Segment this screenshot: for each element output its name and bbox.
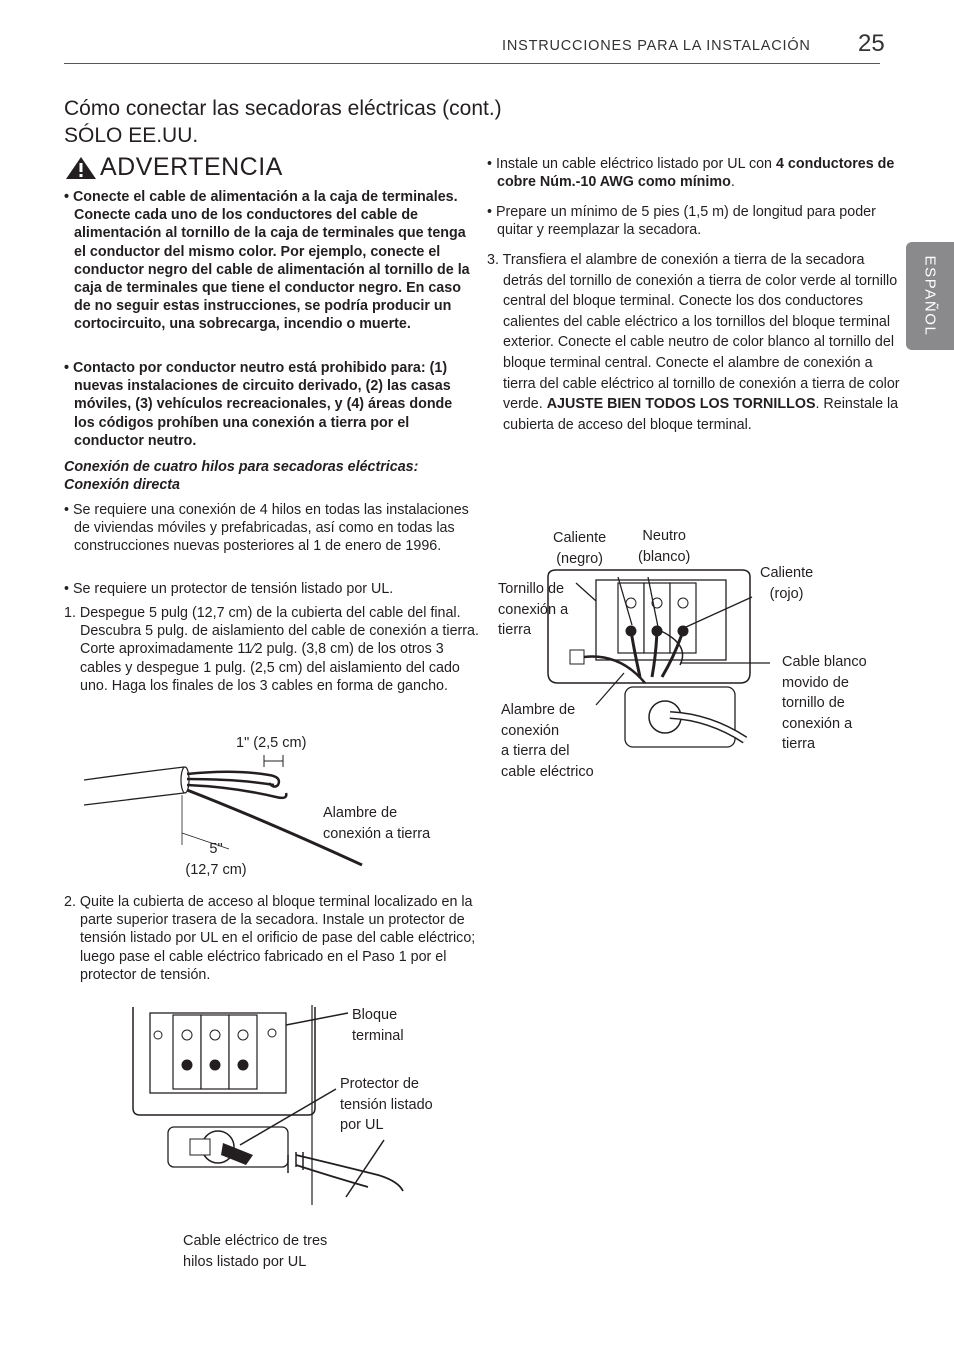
fig3-ground-screw-line3: tierra (498, 622, 532, 638)
section-title (64, 95, 624, 149)
warning-bullet-1: • Conecte el cable de alimentación a la caja de terminales. Conecte cada uno de los conductores del cable de alimentación al tornillo de la caja de terminales que tenga el conductor del mismo color. Por ejemplo, conecte el conductor negro del cable de alimentación al tornillo de la caja de terminales que tiene el conductor negro. En caso de no seguir estas instrucciones, se podría producir un cortocircuito, una sobrecarga, incendio o muerte. (64, 189, 470, 333)
fig3-cord-ground-line1: Alambre de (501, 702, 576, 718)
warning-bullet-2: • Contacto por conductor neutro está prohibido para: (1) nuevas instalaciones de circuito derivado, (2) las casas móviles, (3) vehículos recreacionales, y (4) áreas donde los códigos prohíben una conexión a tierra por el conductor neutro. (64, 360, 453, 449)
fig2-strain-relief-label (340, 1074, 433, 1136)
fig3-hot-black-label (553, 528, 606, 569)
fig3-white-wire-line3: tornillo de (782, 695, 845, 711)
header-rule (64, 63, 880, 64)
fig2-terminal-block-line1: Bloque (352, 1007, 398, 1023)
fig3-hot-red-line1: Caliente (760, 565, 814, 581)
fig2-strain-relief-line2: tensión listado (340, 1096, 433, 1113)
warning-triangle-icon (64, 155, 98, 181)
fig1-dim-large-line1: 5" (209, 841, 223, 857)
fig3-ground-screw-line1: Tornillo de (498, 581, 565, 597)
step-3-end: . Reinstale la cubierta de acceso del bloque terminal. (503, 396, 899, 433)
subheading-four-wire: Conexión de cuatro hilos para secadoras eléctricas: Conexión directa (64, 459, 419, 494)
fig3-cord-ground-line4: cable eléctrico (501, 763, 594, 780)
section-title-line2: SÓLO EE.UU. (64, 124, 199, 147)
fig1-ground-wire-line1: Alambre de (323, 805, 398, 821)
fig3-hot-black-line2: (negro) (556, 550, 603, 567)
fig1-dim-large-line2: (12,7 cm) (185, 861, 247, 878)
fig2-terminal-block-line2: terminal (352, 1027, 404, 1044)
fig2-terminal-block-label (352, 1005, 404, 1046)
fig2-cord-line1: Cable eléctrico de tres (183, 1233, 328, 1249)
step-3-bold: AJUSTE BIEN TODOS LOS TORNILLOS (546, 396, 816, 413)
fig2-cord-line2: hilos listado por UL (183, 1253, 307, 1270)
fig3-white-wire-line5: tierra (782, 736, 816, 752)
terminal-block-strain-relief-figure (128, 1005, 488, 1205)
fig3-cord-ground-label (501, 700, 594, 782)
bullet-install-ul-cord-end: . (730, 174, 735, 191)
warning-heading (64, 153, 283, 182)
fig2-strain-relief-line1: Protector de (340, 1076, 419, 1092)
bullet-install-ul-cord-bold: 4 conductores de cobre Núm.-10 AWG como mínimo (497, 156, 895, 191)
step-3 (487, 250, 901, 435)
bullet-cord-length: • Prepare un mínimo de 5 pies (1,5 m) de longitud para poder quitar y reemplazar la secadora. (487, 204, 876, 239)
fig3-ground-screw-label (498, 579, 568, 641)
bullet-four-wire-required: • Se requiere una conexión de 4 hilos en todas las instalaciones de viviendas móviles y prefabricadas, así como en todas las construcciones nuevas posteriores al 1 de enero de 1996. (64, 502, 469, 555)
running-header-title: INSTRUCCIONES PARA LA INSTALACIÓN (502, 38, 811, 54)
page-number: 25 (858, 30, 885, 57)
fig3-cord-ground-line2: conexión (501, 722, 560, 739)
fig3-white-wire-line4: conexión a (782, 715, 853, 732)
fig1-ground-wire-label (323, 803, 430, 844)
fig3-hot-red-line2: (rojo) (769, 585, 804, 602)
warning-title: ADVERTENCIA (100, 153, 283, 181)
fig3-cord-ground-line3: a tierra del (501, 743, 570, 759)
step-2: 2. Quite la cubierta de acceso al bloque terminal localizado en la parte superior trasera de la secadora. Instale un protector de tensión listado por UL en el orificio de pase del cable eléctrico; luego pase el cable eléctrico fabricado en el Paso 1 por el protector de tensión. (64, 894, 476, 983)
fig3-neutral-label (638, 526, 690, 567)
fig3-hot-red-label (760, 563, 813, 604)
fig1-ground-wire-line2: conexión a tierra (323, 825, 431, 842)
fig3-white-wire-label (782, 652, 867, 755)
fig2-cord-label (183, 1231, 327, 1272)
bullet-install-ul-cord-text: • Instale un cable eléctrico listado por UL con (487, 156, 776, 172)
fig3-hot-black-line1: Caliente (553, 530, 607, 546)
step-1: 1. Despegue 5 pulg (12,7 cm) de la cubierta del cable del final. Descubra 5 pulg. de aislamiento del cable de conexión a tierra. Corte aproximadamente 11⁄2 pulg. (3,8 cm) de los otros 3 cables y despegue 1 pulg. (2,5 cm) del aislamiento del cado uno. Haga los finales de los 3 cables en forma de gancho. (64, 605, 479, 694)
bullet-install-ul-cord (487, 155, 895, 191)
fig1-dim-small: 1" (2,5 cm) (236, 735, 307, 751)
fig3-neutral-line2: (blanco) (638, 548, 691, 565)
step-3-text: 3. Transfiera el alambre de conexión a tierra de la secadora detrás del tornillo de conexión a tierra de color verde al tornillo central del bloque terminal. Conecte los dos conductores calientes del cable eléctrico a los tornillos del bloque terminal exterior. Conecte el cable neutro de color blanco al tornillo del bloque terminal central. Conecte el alambre de conexión a tierra del cable eléctrico al tornillo de conexión a tierra de color verde. (487, 252, 900, 413)
fig3-neutral-line1: Neutro (642, 528, 686, 544)
fig3-white-wire-line1: Cable blanco (782, 654, 867, 670)
language-side-tab-label: ESPAÑOL (921, 255, 939, 337)
bullet-strain-relief-required: • Se requiere un protector de tensión listado por UL. (64, 581, 394, 597)
fig1-dim-large (180, 839, 252, 880)
fig3-white-wire-line2: movido de (782, 674, 849, 691)
fig3-ground-screw-line2: conexión a (498, 601, 569, 618)
fig2-strain-relief-line3: por UL (340, 1117, 384, 1133)
section-title-line1: Cómo conectar las secadoras eléctricas (cont.) (64, 97, 502, 120)
language-side-tab (906, 242, 954, 350)
